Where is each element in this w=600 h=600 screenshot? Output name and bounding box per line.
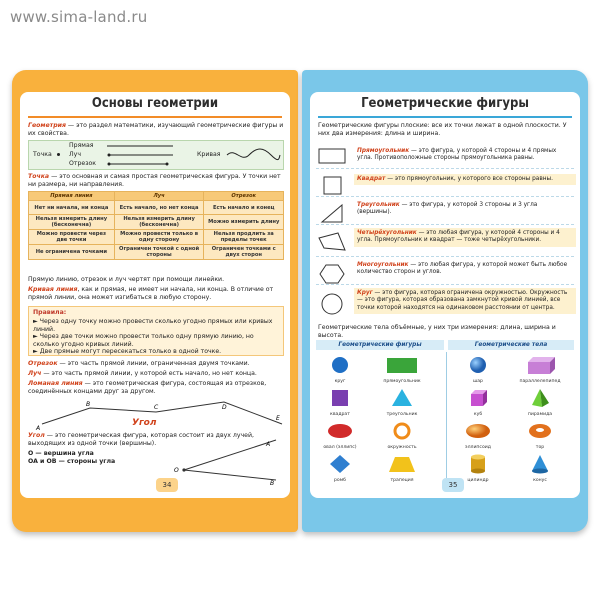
curve-definition: Кривая линия, как и прямая, не имеет ни начала, ни конца. В отличие от прямой линии, она может изгибаться в любую сторону.: [28, 286, 274, 301]
left-page: [12, 70, 298, 532]
circle-shape-icon: [320, 354, 360, 376]
trapezoid-shape-icon: [382, 453, 422, 475]
quadrilateral-icon: [316, 230, 348, 254]
definition-polygon: Многоугольник — это любая фигура, у которой может быть любое количество сторон и углов.: [357, 262, 568, 276]
table-row: Нельзя измерить длину (бесконечна) Нельзя измерить длину (бесконечна) Можно измерить длину: [29, 215, 284, 230]
flat-shape-cell: треугольник: [382, 387, 422, 417]
broken-point-label: C: [154, 404, 159, 411]
rules-title: Правила:: [33, 309, 67, 316]
definition-circle: Круг — это фигура, которая ограничена окружностью. Окружность — это фигура, которая образована замкнутой кривой линией, все точки которой находятся на одинаковом расстоянии от центра.: [354, 288, 576, 314]
sphere-shape-icon: [458, 354, 498, 376]
line-label: Прямая: [69, 142, 94, 149]
table-row: Можно провести через две точки Можно провести только в одну сторону Нельзя продлить за пределы точек: [29, 230, 284, 245]
flat-shape-cell: круг: [320, 354, 360, 384]
ring-shape-icon: [382, 420, 422, 442]
cone-shape-icon: [520, 453, 560, 475]
intro-text: Геометрические фигуры плоские: все их точки лежат в одной плоскости. У них два измерения: длина и ширина.: [318, 122, 567, 137]
polygon-icon: [316, 262, 348, 286]
flat-shape-cell: окружность: [382, 420, 422, 450]
segment-label: Отрезок: [69, 160, 97, 167]
broken-point-label: E: [276, 415, 280, 422]
point-definition: Точка — это основная и самая простая геометрическая фигура. У точки нет ни размера, ни направления.: [28, 173, 281, 188]
line-ray-segment-drawing: [105, 141, 175, 169]
curve-drawing: [225, 147, 281, 163]
broken-point-label: D: [222, 404, 227, 411]
ellipse-shape-icon: [320, 420, 360, 442]
flat-shape-cell: квадрат: [320, 387, 360, 417]
open-book: [12, 70, 588, 532]
broken-point-label: B: [86, 401, 91, 408]
page-number: 34: [156, 478, 178, 492]
point-dot: [57, 153, 60, 156]
grid-header-solid: Геометрические тела: [448, 340, 574, 350]
solid-shape-cell: параллелепипед: [520, 354, 560, 384]
flat-shape-cell: ромб: [320, 453, 360, 483]
torus-shape-icon: [520, 420, 560, 442]
cylinder-shape-icon: [458, 453, 498, 475]
title-underline: [318, 116, 572, 118]
title-underline: [28, 116, 282, 118]
angle-point-label: A: [266, 441, 271, 448]
lines-illustration: [28, 140, 284, 170]
table-row: Не ограничена точками Ограничен точкой с одной стороны Ограничен точками с двух сторон: [29, 245, 284, 260]
solids-intro: Геометрические тела объёмные, у них три измерения: длина, ширина и высота.: [318, 324, 556, 339]
triangle-shape-icon: [382, 387, 422, 409]
divider: [316, 256, 574, 257]
definition-quadrilateral: Четырёхугольник — это любая фигура, у которой 4 стороны и 4 угла. Прямоугольник и квадрат — тоже четырёхугольники.: [354, 228, 576, 247]
rhombus-shape-icon: [320, 453, 360, 475]
definition-square: Квадрат — это прямоугольник, у которого все стороны равны.: [354, 174, 576, 185]
watermark: www.sima-land.ru: [10, 8, 148, 26]
page-number: 35: [442, 478, 464, 492]
grid-divider: [446, 352, 447, 484]
flat-shape-cell: овал (эллипс): [320, 420, 360, 450]
rectangle-shape-icon: [382, 354, 422, 376]
rule-item: ► Через одну точку можно провести сколько угодно прямых или кривых линий.: [33, 318, 273, 333]
divider: [316, 168, 574, 169]
solid-shape-cell: куб: [458, 387, 498, 417]
rule-item: ► Через две точки можно провести только одну прямую линию, но сколько угодно кривых линий.: [33, 333, 254, 348]
square-icon: [316, 174, 348, 198]
angle-drawing: [170, 436, 282, 486]
ray-definition: Луч — это часть прямой линии, у которой есть начало, но нет конца.: [28, 370, 257, 377]
comparison-table: [28, 191, 284, 260]
right-page: [302, 70, 588, 532]
rule-item: ► Две прямые могут пересекаться только в одной точке.: [33, 348, 222, 355]
flat-shape-cell: прямоугольник: [382, 354, 422, 384]
circle-icon: [316, 292, 348, 316]
left-page-content: [20, 92, 290, 498]
angle-vertex-note: O — вершина угла: [28, 450, 94, 457]
table-header: Луч: [114, 192, 204, 201]
definition-triangle: Треугольник — это фигура, у которой 3 стороны и 3 угла (вершины).: [357, 202, 538, 216]
table-header: Отрезок: [204, 192, 284, 201]
ray-label: Луч: [69, 151, 81, 158]
curve-label: Кривая: [197, 151, 221, 158]
definition-rectangle: Прямоугольник — это фигура, у которой 4 стороны и 4 прямых угла. Противоположные стороны прямоугольника равны.: [357, 148, 557, 162]
solid-shape-cell: шар: [458, 354, 498, 384]
angle-definition: Угол — это геометрическая фигура, которая состоит из двух лучей, выходящих из одной точки (вершины).: [28, 432, 254, 447]
cube-shape-icon: [458, 387, 498, 409]
table-row: Нет ни начала, ни конца Есть начало, но нет конца Есть начало и конец: [29, 201, 284, 215]
grid-header-flat: Геометрические фигуры: [316, 340, 444, 350]
divider: [316, 224, 574, 225]
flat-shape-cell: трапеция: [382, 453, 422, 483]
triangle-icon: [316, 202, 348, 226]
divider: [316, 284, 574, 285]
point-label: Точка: [33, 151, 52, 158]
ruler-note: Прямую линию, отрезок и луч чертят при помощи линейки.: [28, 276, 225, 283]
solid-shape-cell: эллипсоид: [458, 420, 498, 450]
table-header: Прямая линия: [29, 192, 115, 201]
angle-sides-note: OA и OB — стороны угла: [28, 458, 116, 465]
ellipsoid-shape-icon: [458, 420, 498, 442]
solid-shape-cell: пирамида: [520, 387, 560, 417]
broken-line-definition: Ломаная линия — это геометрическая фигура, состоящая из отрезков, соединённых концами друг за другом.: [28, 380, 267, 395]
square-shape-icon: [320, 387, 360, 409]
geometry-definition: Геометрия — это раздел математики, изучающий геометрические фигуры и их свойства.: [28, 122, 284, 137]
segment-definition: Отрезок — это часть прямой линии, ограниченная двумя точками.: [28, 360, 250, 367]
parallelepiped-shape-icon: [520, 354, 560, 376]
angle-heading: Угол: [132, 418, 157, 428]
solid-shape-cell: тор: [520, 420, 560, 450]
right-page-content: [310, 92, 580, 498]
solid-shape-cell: конус: [520, 453, 560, 483]
rules-box: [28, 306, 284, 356]
divider: [316, 196, 574, 197]
angle-point-label: O: [174, 467, 179, 474]
angle-point-label: B: [270, 480, 275, 486]
solid-shape-cell: цилиндр: [458, 453, 498, 483]
pyramid-shape-icon: [520, 387, 560, 409]
broken-point-label: A: [36, 425, 41, 432]
page-title: Геометрические фигуры: [361, 96, 529, 111]
rectangle-icon: [316, 144, 348, 168]
page-title: Основы геометрии: [91, 96, 219, 111]
